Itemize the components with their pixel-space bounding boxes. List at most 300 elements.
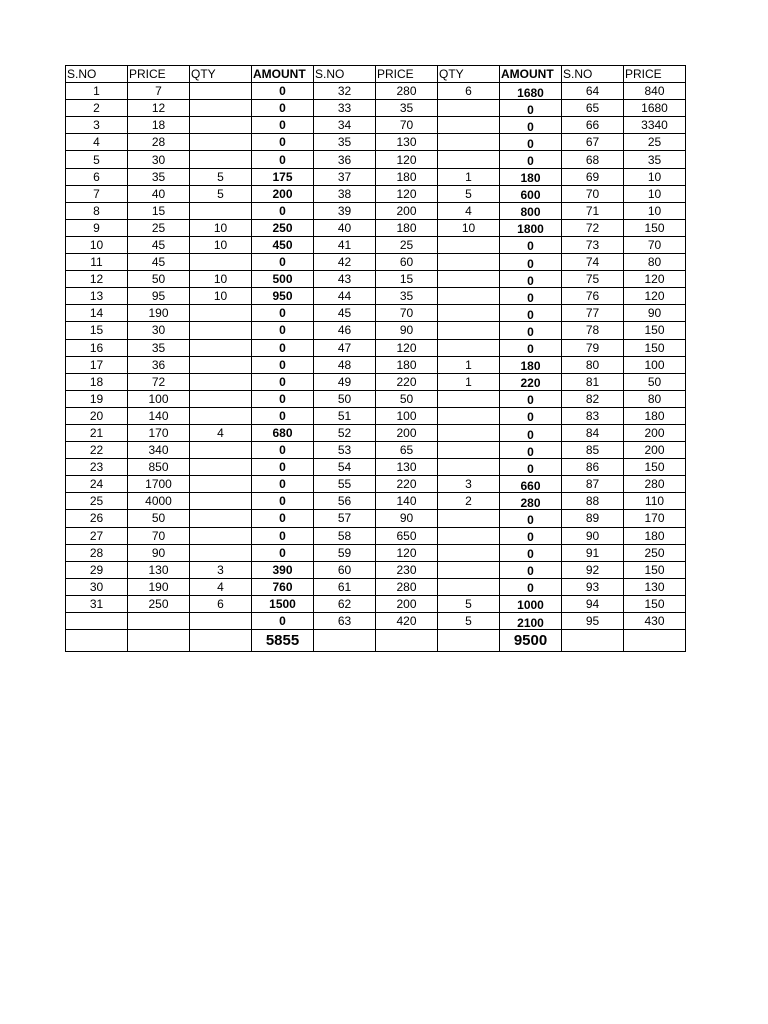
table-cell[interactable] bbox=[314, 630, 376, 652]
column-header[interactable]: QTY bbox=[190, 66, 252, 83]
table-cell[interactable] bbox=[624, 630, 686, 652]
table-cell[interactable]: 4 bbox=[438, 202, 500, 219]
table-cell[interactable] bbox=[438, 510, 500, 527]
table-cell[interactable] bbox=[190, 322, 252, 339]
table-cell[interactable]: 130 bbox=[376, 134, 438, 151]
table-cell[interactable]: 7 bbox=[128, 83, 190, 100]
table-cell[interactable] bbox=[190, 407, 252, 424]
table-cell[interactable] bbox=[190, 305, 252, 322]
table-cell[interactable]: 36 bbox=[128, 356, 190, 373]
table-cell[interactable]: 110 bbox=[624, 493, 686, 510]
table-cell[interactable]: 85 bbox=[562, 442, 624, 459]
table-cell[interactable]: 180 bbox=[376, 168, 438, 185]
table-cell[interactable]: 5 bbox=[438, 185, 500, 202]
table-cell[interactable]: 0 bbox=[500, 561, 562, 578]
table-cell[interactable]: 390 bbox=[252, 561, 314, 578]
table-cell[interactable] bbox=[438, 527, 500, 544]
table-cell[interactable]: 6 bbox=[438, 83, 500, 100]
table-cell[interactable] bbox=[438, 544, 500, 561]
table-cell[interactable]: 3340 bbox=[624, 117, 686, 134]
table-cell[interactable]: 0 bbox=[500, 134, 562, 151]
table-cell[interactable]: 3 bbox=[190, 561, 252, 578]
table-cell[interactable]: 1680 bbox=[500, 83, 562, 100]
table-cell[interactable]: 61 bbox=[314, 578, 376, 595]
table-cell[interactable]: 26 bbox=[66, 510, 128, 527]
table-cell[interactable]: 0 bbox=[252, 83, 314, 100]
table-cell[interactable]: 65 bbox=[376, 442, 438, 459]
table-cell[interactable]: 0 bbox=[252, 407, 314, 424]
table-cell[interactable]: 13 bbox=[66, 288, 128, 305]
table-cell[interactable]: 31 bbox=[66, 595, 128, 612]
table-cell[interactable]: 7 bbox=[66, 185, 128, 202]
table-cell[interactable]: 74 bbox=[562, 254, 624, 271]
table-cell[interactable]: 150 bbox=[624, 322, 686, 339]
table-cell[interactable]: 2 bbox=[66, 100, 128, 117]
table-cell[interactable] bbox=[438, 459, 500, 476]
table-cell[interactable] bbox=[190, 202, 252, 219]
table-cell[interactable]: 100 bbox=[128, 390, 190, 407]
table-cell[interactable] bbox=[128, 630, 190, 652]
table-cell[interactable]: 280 bbox=[624, 476, 686, 493]
table-cell[interactable]: 220 bbox=[376, 373, 438, 390]
column-header[interactable]: QTY bbox=[438, 66, 500, 83]
table-cell[interactable]: 0 bbox=[252, 134, 314, 151]
table-cell[interactable]: 52 bbox=[314, 424, 376, 441]
table-cell[interactable]: 170 bbox=[128, 424, 190, 441]
table-cell[interactable]: 250 bbox=[624, 544, 686, 561]
table-cell[interactable] bbox=[190, 493, 252, 510]
table-cell[interactable]: 15 bbox=[128, 202, 190, 219]
table-cell[interactable]: 8 bbox=[66, 202, 128, 219]
table-cell[interactable]: 66 bbox=[562, 117, 624, 134]
table-cell[interactable]: 1 bbox=[438, 356, 500, 373]
table-cell[interactable]: 140 bbox=[128, 407, 190, 424]
table-cell[interactable]: 79 bbox=[562, 339, 624, 356]
table-cell[interactable]: 38 bbox=[314, 185, 376, 202]
table-cell[interactable]: 71 bbox=[562, 202, 624, 219]
table-cell[interactable]: 23 bbox=[66, 459, 128, 476]
table-cell[interactable]: 83 bbox=[562, 407, 624, 424]
table-cell[interactable]: 500 bbox=[252, 271, 314, 288]
table-cell[interactable] bbox=[190, 630, 252, 652]
table-cell[interactable]: 200 bbox=[376, 424, 438, 441]
table-cell[interactable]: 90 bbox=[624, 305, 686, 322]
table-cell[interactable]: 58 bbox=[314, 527, 376, 544]
table-cell[interactable]: 70 bbox=[376, 305, 438, 322]
table-cell[interactable]: 90 bbox=[128, 544, 190, 561]
table-cell[interactable] bbox=[190, 134, 252, 151]
table-cell[interactable]: 230 bbox=[376, 561, 438, 578]
table-cell[interactable]: 42 bbox=[314, 254, 376, 271]
table-cell[interactable] bbox=[438, 407, 500, 424]
table-cell[interactable]: 5 bbox=[438, 595, 500, 612]
table-cell[interactable]: 120 bbox=[376, 339, 438, 356]
table-cell[interactable]: 50 bbox=[376, 390, 438, 407]
table-cell[interactable]: 40 bbox=[128, 185, 190, 202]
table-cell[interactable]: 45 bbox=[128, 236, 190, 253]
column-header[interactable]: S.NO bbox=[314, 66, 376, 83]
table-cell[interactable] bbox=[190, 510, 252, 527]
table-cell[interactable]: 27 bbox=[66, 527, 128, 544]
table-cell[interactable]: 82 bbox=[562, 390, 624, 407]
table-cell[interactable]: 190 bbox=[128, 578, 190, 595]
table-cell[interactable]: 1 bbox=[438, 373, 500, 390]
table-cell[interactable]: 800 bbox=[500, 202, 562, 219]
table-cell[interactable]: 850 bbox=[128, 459, 190, 476]
table-cell[interactable]: 50 bbox=[314, 390, 376, 407]
table-cell[interactable]: 55 bbox=[314, 476, 376, 493]
table-cell[interactable] bbox=[438, 100, 500, 117]
table-cell[interactable]: 0 bbox=[500, 100, 562, 117]
column-header[interactable]: S.NO bbox=[66, 66, 128, 83]
table-cell[interactable]: 49 bbox=[314, 373, 376, 390]
table-cell[interactable]: 180 bbox=[500, 168, 562, 185]
column-header[interactable]: S.NO bbox=[562, 66, 624, 83]
table-cell[interactable]: 92 bbox=[562, 561, 624, 578]
table-cell[interactable]: 21 bbox=[66, 424, 128, 441]
table-cell[interactable]: 1 bbox=[438, 168, 500, 185]
table-cell[interactable]: 130 bbox=[128, 561, 190, 578]
table-cell[interactable]: 9 bbox=[66, 219, 128, 236]
table-cell[interactable] bbox=[438, 151, 500, 168]
table-cell[interactable]: 36 bbox=[314, 151, 376, 168]
table-cell[interactable]: 0 bbox=[252, 305, 314, 322]
table-cell[interactable]: 20 bbox=[66, 407, 128, 424]
table-cell[interactable]: 35 bbox=[128, 168, 190, 185]
table-cell[interactable]: 25 bbox=[66, 493, 128, 510]
table-cell[interactable] bbox=[438, 254, 500, 271]
table-cell[interactable]: 150 bbox=[624, 561, 686, 578]
table-cell[interactable] bbox=[438, 630, 500, 652]
table-cell[interactable]: 0 bbox=[500, 236, 562, 253]
table-cell[interactable] bbox=[438, 578, 500, 595]
table-cell[interactable]: 94 bbox=[562, 595, 624, 612]
table-cell[interactable]: 1000 bbox=[500, 595, 562, 612]
table-cell[interactable] bbox=[190, 613, 252, 630]
table-cell[interactable]: 340 bbox=[128, 442, 190, 459]
table-cell[interactable]: 17 bbox=[66, 356, 128, 373]
table-cell[interactable] bbox=[438, 424, 500, 441]
table-cell[interactable]: 280 bbox=[376, 83, 438, 100]
table-cell[interactable]: 45 bbox=[314, 305, 376, 322]
table-cell[interactable] bbox=[190, 151, 252, 168]
table-cell[interactable]: 28 bbox=[128, 134, 190, 151]
table-cell[interactable]: 32 bbox=[314, 83, 376, 100]
table-cell[interactable] bbox=[438, 442, 500, 459]
table-cell[interactable]: 200 bbox=[376, 595, 438, 612]
table-cell[interactable]: 100 bbox=[376, 407, 438, 424]
table-cell[interactable]: 62 bbox=[314, 595, 376, 612]
table-cell[interactable]: 1 bbox=[66, 83, 128, 100]
table-cell[interactable]: 80 bbox=[562, 356, 624, 373]
table-cell[interactable]: 0 bbox=[500, 117, 562, 134]
table-cell[interactable]: 59 bbox=[314, 544, 376, 561]
table-cell[interactable] bbox=[190, 544, 252, 561]
table-cell[interactable] bbox=[190, 356, 252, 373]
table-cell[interactable]: 22 bbox=[66, 442, 128, 459]
table-cell[interactable]: 53 bbox=[314, 442, 376, 459]
table-cell[interactable]: 0 bbox=[252, 202, 314, 219]
table-cell[interactable] bbox=[438, 339, 500, 356]
table-cell[interactable]: 54 bbox=[314, 459, 376, 476]
table-cell[interactable]: 660 bbox=[500, 476, 562, 493]
table-cell[interactable]: 6 bbox=[66, 168, 128, 185]
table-cell[interactable] bbox=[562, 630, 624, 652]
table-cell[interactable]: 120 bbox=[376, 544, 438, 561]
table-cell[interactable] bbox=[66, 630, 128, 652]
table-cell[interactable]: 44 bbox=[314, 288, 376, 305]
table-cell[interactable]: 50 bbox=[128, 510, 190, 527]
table-cell[interactable]: 130 bbox=[624, 578, 686, 595]
table-cell[interactable]: 950 bbox=[252, 288, 314, 305]
total-amount-cell[interactable]: 5855 bbox=[252, 630, 314, 652]
table-cell[interactable]: 40 bbox=[314, 219, 376, 236]
table-cell[interactable]: 0 bbox=[252, 613, 314, 630]
table-cell[interactable]: 24 bbox=[66, 476, 128, 493]
table-cell[interactable]: 0 bbox=[500, 151, 562, 168]
table-cell[interactable]: 18 bbox=[128, 117, 190, 134]
table-cell[interactable]: 1700 bbox=[128, 476, 190, 493]
table-cell[interactable]: 120 bbox=[624, 288, 686, 305]
table-cell[interactable]: 69 bbox=[562, 168, 624, 185]
table-cell[interactable] bbox=[190, 373, 252, 390]
column-header[interactable]: PRICE bbox=[128, 66, 190, 83]
table-cell[interactable]: 200 bbox=[624, 442, 686, 459]
table-cell[interactable]: 10 bbox=[190, 219, 252, 236]
table-cell[interactable]: 29 bbox=[66, 561, 128, 578]
table-cell[interactable]: 0 bbox=[500, 288, 562, 305]
table-cell[interactable] bbox=[438, 236, 500, 253]
table-cell[interactable]: 72 bbox=[562, 219, 624, 236]
table-cell[interactable]: 0 bbox=[252, 356, 314, 373]
table-cell[interactable] bbox=[190, 390, 252, 407]
table-cell[interactable]: 10 bbox=[624, 202, 686, 219]
table-cell[interactable]: 5 bbox=[190, 185, 252, 202]
table-cell[interactable]: 140 bbox=[376, 493, 438, 510]
table-cell[interactable] bbox=[190, 117, 252, 134]
table-cell[interactable]: 130 bbox=[376, 459, 438, 476]
table-cell[interactable]: 0 bbox=[500, 578, 562, 595]
table-cell[interactable]: 0 bbox=[252, 117, 314, 134]
table-cell[interactable]: 45 bbox=[128, 254, 190, 271]
table-cell[interactable]: 0 bbox=[252, 493, 314, 510]
table-cell[interactable]: 150 bbox=[624, 459, 686, 476]
table-cell[interactable]: 0 bbox=[500, 459, 562, 476]
table-cell[interactable]: 180 bbox=[624, 407, 686, 424]
table-cell[interactable]: 220 bbox=[500, 373, 562, 390]
table-cell[interactable]: 180 bbox=[624, 527, 686, 544]
table-cell[interactable]: 70 bbox=[624, 236, 686, 253]
table-cell[interactable]: 4 bbox=[190, 578, 252, 595]
table-cell[interactable]: 77 bbox=[562, 305, 624, 322]
table-cell[interactable]: 37 bbox=[314, 168, 376, 185]
table-cell[interactable]: 2100 bbox=[500, 613, 562, 630]
table-cell[interactable] bbox=[438, 288, 500, 305]
table-cell[interactable]: 0 bbox=[500, 254, 562, 271]
table-cell[interactable] bbox=[438, 561, 500, 578]
table-cell[interactable]: 41 bbox=[314, 236, 376, 253]
table-cell[interactable]: 63 bbox=[314, 613, 376, 630]
table-cell[interactable]: 11 bbox=[66, 254, 128, 271]
table-cell[interactable] bbox=[66, 613, 128, 630]
table-cell[interactable]: 0 bbox=[252, 476, 314, 493]
table-cell[interactable]: 35 bbox=[128, 339, 190, 356]
table-cell[interactable]: 30 bbox=[66, 578, 128, 595]
table-cell[interactable] bbox=[190, 100, 252, 117]
table-cell[interactable]: 0 bbox=[252, 373, 314, 390]
table-cell[interactable]: 100 bbox=[624, 356, 686, 373]
table-cell[interactable]: 0 bbox=[252, 151, 314, 168]
table-cell[interactable] bbox=[190, 442, 252, 459]
table-cell[interactable]: 0 bbox=[500, 305, 562, 322]
table-cell[interactable]: 0 bbox=[500, 527, 562, 544]
table-cell[interactable]: 80 bbox=[624, 254, 686, 271]
table-cell[interactable]: 280 bbox=[376, 578, 438, 595]
table-cell[interactable]: 180 bbox=[376, 356, 438, 373]
table-cell[interactable]: 39 bbox=[314, 202, 376, 219]
table-cell[interactable]: 70 bbox=[128, 527, 190, 544]
table-cell[interactable]: 6 bbox=[190, 595, 252, 612]
total-amount-cell[interactable]: 9500 bbox=[500, 630, 562, 652]
table-cell[interactable]: 28 bbox=[66, 544, 128, 561]
table-cell[interactable]: 25 bbox=[376, 236, 438, 253]
table-cell[interactable]: 5 bbox=[190, 168, 252, 185]
table-cell[interactable]: 10 bbox=[190, 271, 252, 288]
table-cell[interactable]: 35 bbox=[376, 100, 438, 117]
table-cell[interactable]: 120 bbox=[376, 151, 438, 168]
table-cell[interactable]: 60 bbox=[376, 254, 438, 271]
table-cell[interactable]: 250 bbox=[252, 219, 314, 236]
table-cell[interactable]: 25 bbox=[624, 134, 686, 151]
table-cell[interactable] bbox=[190, 254, 252, 271]
table-cell[interactable]: 250 bbox=[128, 595, 190, 612]
table-cell[interactable]: 10 bbox=[624, 168, 686, 185]
table-cell[interactable]: 430 bbox=[624, 613, 686, 630]
table-cell[interactable]: 80 bbox=[624, 390, 686, 407]
table-cell[interactable]: 0 bbox=[500, 407, 562, 424]
table-cell[interactable]: 0 bbox=[252, 544, 314, 561]
table-cell[interactable]: 600 bbox=[500, 185, 562, 202]
table-cell[interactable]: 0 bbox=[252, 322, 314, 339]
table-cell[interactable]: 64 bbox=[562, 83, 624, 100]
table-cell[interactable]: 3 bbox=[438, 476, 500, 493]
column-header[interactable]: PRICE bbox=[624, 66, 686, 83]
table-cell[interactable]: 50 bbox=[624, 373, 686, 390]
table-cell[interactable]: 65 bbox=[562, 100, 624, 117]
table-cell[interactable]: 95 bbox=[128, 288, 190, 305]
table-cell[interactable]: 33 bbox=[314, 100, 376, 117]
table-cell[interactable]: 35 bbox=[624, 151, 686, 168]
column-header[interactable]: PRICE bbox=[376, 66, 438, 83]
table-cell[interactable] bbox=[438, 305, 500, 322]
table-cell[interactable]: 170 bbox=[624, 510, 686, 527]
table-cell[interactable]: 51 bbox=[314, 407, 376, 424]
table-cell[interactable]: 180 bbox=[500, 356, 562, 373]
table-cell[interactable]: 14 bbox=[66, 305, 128, 322]
table-cell[interactable]: 84 bbox=[562, 424, 624, 441]
table-cell[interactable]: 12 bbox=[66, 271, 128, 288]
table-cell[interactable]: 120 bbox=[624, 271, 686, 288]
table-cell[interactable]: 56 bbox=[314, 493, 376, 510]
table-cell[interactable]: 12 bbox=[128, 100, 190, 117]
table-cell[interactable] bbox=[190, 459, 252, 476]
table-cell[interactable]: 50 bbox=[128, 271, 190, 288]
table-cell[interactable]: 150 bbox=[624, 219, 686, 236]
table-cell[interactable]: 120 bbox=[376, 185, 438, 202]
table-cell[interactable]: 15 bbox=[376, 271, 438, 288]
table-cell[interactable]: 30 bbox=[128, 322, 190, 339]
table-cell[interactable]: 190 bbox=[128, 305, 190, 322]
table-cell[interactable] bbox=[128, 613, 190, 630]
table-cell[interactable]: 68 bbox=[562, 151, 624, 168]
table-cell[interactable]: 3 bbox=[66, 117, 128, 134]
table-cell[interactable]: 1680 bbox=[624, 100, 686, 117]
table-cell[interactable] bbox=[190, 83, 252, 100]
table-cell[interactable]: 35 bbox=[376, 288, 438, 305]
table-cell[interactable]: 5 bbox=[438, 613, 500, 630]
table-cell[interactable]: 30 bbox=[128, 151, 190, 168]
table-cell[interactable]: 0 bbox=[252, 254, 314, 271]
column-header[interactable]: AMOUNT bbox=[252, 66, 314, 83]
table-cell[interactable]: 180 bbox=[376, 219, 438, 236]
table-cell[interactable]: 10 bbox=[438, 219, 500, 236]
table-cell[interactable]: 70 bbox=[376, 117, 438, 134]
table-cell[interactable]: 2 bbox=[438, 493, 500, 510]
table-cell[interactable]: 47 bbox=[314, 339, 376, 356]
table-cell[interactable]: 150 bbox=[624, 339, 686, 356]
table-cell[interactable]: 10 bbox=[190, 288, 252, 305]
table-cell[interactable]: 89 bbox=[562, 510, 624, 527]
table-cell[interactable]: 0 bbox=[500, 271, 562, 288]
table-cell[interactable]: 0 bbox=[252, 527, 314, 544]
table-cell[interactable]: 680 bbox=[252, 424, 314, 441]
table-cell[interactable]: 450 bbox=[252, 236, 314, 253]
table-cell[interactable]: 150 bbox=[624, 595, 686, 612]
table-cell[interactable]: 4 bbox=[66, 134, 128, 151]
table-cell[interactable]: 73 bbox=[562, 236, 624, 253]
table-cell[interactable] bbox=[376, 630, 438, 652]
table-cell[interactable]: 70 bbox=[562, 185, 624, 202]
table-cell[interactable]: 43 bbox=[314, 271, 376, 288]
table-cell[interactable]: 0 bbox=[252, 339, 314, 356]
table-cell[interactable]: 1500 bbox=[252, 595, 314, 612]
table-cell[interactable]: 0 bbox=[500, 390, 562, 407]
table-cell[interactable]: 86 bbox=[562, 459, 624, 476]
table-cell[interactable] bbox=[438, 134, 500, 151]
table-cell[interactable] bbox=[190, 527, 252, 544]
table-cell[interactable]: 10 bbox=[190, 236, 252, 253]
table-cell[interactable]: 0 bbox=[500, 510, 562, 527]
table-cell[interactable]: 78 bbox=[562, 322, 624, 339]
table-cell[interactable]: 72 bbox=[128, 373, 190, 390]
table-cell[interactable]: 46 bbox=[314, 322, 376, 339]
table-cell[interactable]: 91 bbox=[562, 544, 624, 561]
table-cell[interactable]: 0 bbox=[252, 510, 314, 527]
table-cell[interactable]: 34 bbox=[314, 117, 376, 134]
table-cell[interactable]: 87 bbox=[562, 476, 624, 493]
table-cell[interactable]: 90 bbox=[376, 322, 438, 339]
table-cell[interactable]: 4 bbox=[190, 424, 252, 441]
table-cell[interactable]: 25 bbox=[128, 219, 190, 236]
table-cell[interactable]: 220 bbox=[376, 476, 438, 493]
table-cell[interactable]: 1800 bbox=[500, 219, 562, 236]
table-cell[interactable] bbox=[438, 322, 500, 339]
table-cell[interactable]: 0 bbox=[500, 339, 562, 356]
table-cell[interactable] bbox=[438, 117, 500, 134]
table-cell[interactable]: 420 bbox=[376, 613, 438, 630]
table-cell[interactable]: 200 bbox=[252, 185, 314, 202]
table-cell[interactable]: 200 bbox=[376, 202, 438, 219]
